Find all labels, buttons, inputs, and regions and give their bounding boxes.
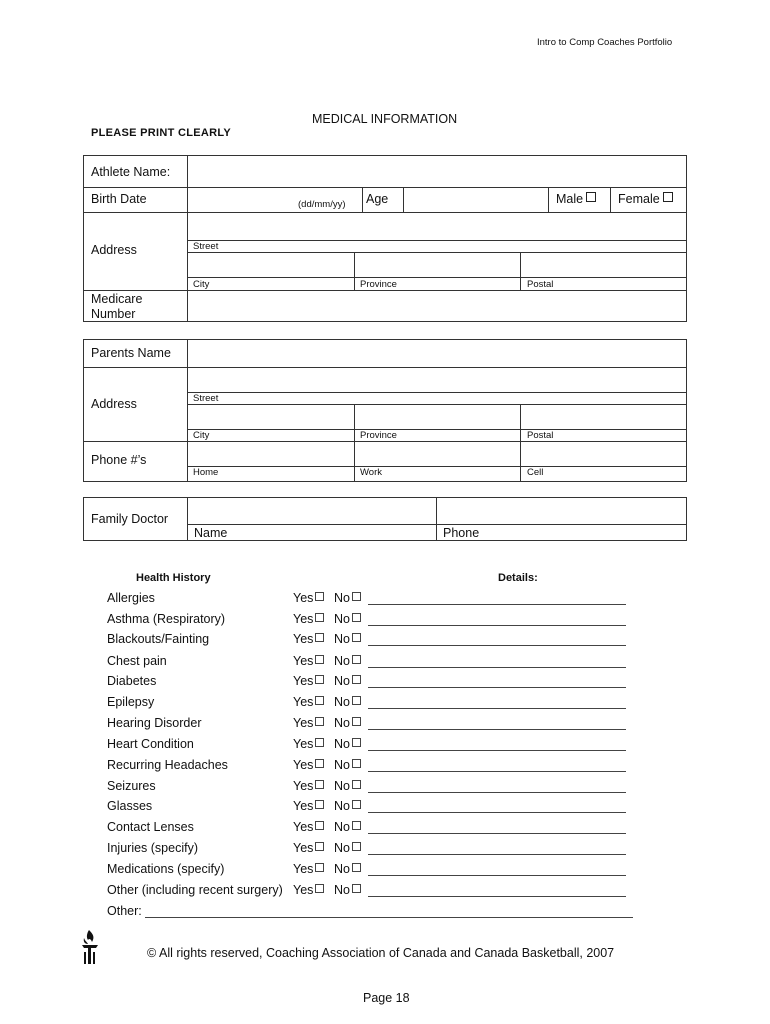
- yes-option[interactable]: [293, 841, 324, 855]
- doctor-name-label: Name: [194, 526, 228, 540]
- yes-checkbox[interactable]: [315, 633, 324, 642]
- yes-option[interactable]: [293, 737, 324, 751]
- no-option[interactable]: [334, 612, 361, 626]
- no-label: No: [334, 820, 350, 834]
- yes-checkbox[interactable]: [315, 842, 324, 851]
- details-line-field[interactable]: [368, 812, 626, 813]
- yes-option[interactable]: [293, 632, 324, 646]
- yes-label: Yes: [293, 841, 314, 855]
- street-field[interactable]: [188, 213, 686, 240]
- health-item-label: Injuries (specify): [107, 841, 198, 855]
- yes-option[interactable]: [293, 612, 324, 626]
- details-line-field[interactable]: [368, 854, 626, 855]
- no-checkbox[interactable]: [352, 821, 361, 830]
- yes-checkbox[interactable]: [315, 592, 324, 601]
- divider: [187, 466, 687, 467]
- family-doctor-label: Family Doctor: [91, 512, 169, 526]
- divider: [83, 187, 687, 188]
- no-option[interactable]: [334, 737, 361, 751]
- no-option[interactable]: [334, 862, 361, 876]
- parents-street-field[interactable]: [188, 368, 686, 392]
- no-option[interactable]: [334, 799, 361, 813]
- no-label: No: [334, 883, 350, 897]
- no-checkbox[interactable]: [352, 633, 361, 642]
- no-label: No: [334, 654, 350, 668]
- health-item-label: Chest pain: [107, 654, 167, 668]
- yes-label: Yes: [293, 820, 314, 834]
- divider: [362, 187, 363, 212]
- no-checkbox[interactable]: [352, 759, 361, 768]
- cell-phone-field[interactable]: [521, 442, 686, 466]
- yes-checkbox[interactable]: [315, 759, 324, 768]
- postal-label: Postal: [527, 430, 554, 441]
- address-label: Address: [91, 243, 137, 257]
- date-format-hint: (dd/mm/yy): [298, 199, 346, 210]
- yes-checkbox[interactable]: [315, 821, 324, 830]
- health-item-label: Hearing Disorder: [107, 716, 202, 730]
- province-label: Province: [360, 430, 397, 441]
- no-option[interactable]: [334, 591, 361, 605]
- divider: [610, 187, 611, 212]
- medicare-field[interactable]: [188, 291, 686, 321]
- torch-logo-icon: [79, 928, 101, 968]
- details-line-field[interactable]: [368, 771, 626, 772]
- no-option[interactable]: [334, 674, 361, 688]
- details-line-field[interactable]: [368, 729, 626, 730]
- athlete-name-field[interactable]: [188, 156, 686, 187]
- street-label: Street: [193, 241, 219, 252]
- no-checkbox[interactable]: [352, 884, 361, 893]
- health-item-label: Other (including recent surgery): [107, 883, 283, 897]
- female-option[interactable]: [618, 192, 673, 206]
- details-line-field[interactable]: [368, 708, 626, 709]
- parents-name-label: Parents Name: [91, 346, 171, 360]
- yes-option[interactable]: [293, 716, 324, 730]
- yes-checkbox[interactable]: [315, 884, 324, 893]
- health-item-row: [0, 758, 770, 778]
- health-item-label: Contact Lenses: [107, 820, 194, 834]
- health-item-row: [0, 862, 770, 882]
- female-checkbox[interactable]: [663, 192, 673, 202]
- yes-option[interactable]: [293, 799, 324, 813]
- health-item-label: Asthma (Respiratory): [107, 612, 226, 626]
- province-field[interactable]: [355, 253, 520, 277]
- no-label: No: [334, 841, 350, 855]
- no-label: No: [334, 716, 350, 730]
- no-checkbox[interactable]: [352, 738, 361, 747]
- province-label: Province: [360, 279, 397, 290]
- health-item-row: [0, 820, 770, 840]
- athlete-name-label: Athlete Name:: [91, 165, 171, 179]
- parents-province-field[interactable]: [355, 405, 520, 429]
- other-details-field[interactable]: [145, 903, 633, 918]
- details-line-field[interactable]: [368, 750, 626, 751]
- health-item-row: [0, 654, 770, 674]
- no-checkbox[interactable]: [352, 592, 361, 601]
- yes-option[interactable]: [293, 695, 324, 709]
- no-checkbox[interactable]: [352, 863, 361, 872]
- male-checkbox[interactable]: [586, 192, 596, 202]
- health-item-row: [0, 716, 770, 736]
- yes-label: Yes: [293, 591, 314, 605]
- no-checkbox[interactable]: [352, 696, 361, 705]
- health-item-row: [0, 779, 770, 799]
- yes-option[interactable]: [293, 674, 324, 688]
- no-option[interactable]: [334, 820, 361, 834]
- doctor-phone-field[interactable]: [437, 498, 686, 524]
- health-item-label: Glasses: [107, 799, 153, 813]
- details-line-field[interactable]: [368, 875, 626, 876]
- yes-checkbox[interactable]: [315, 613, 324, 622]
- health-item-label: Seizures: [107, 779, 156, 793]
- details-heading: Details:: [498, 572, 538, 584]
- yes-label: Yes: [293, 695, 314, 709]
- male-label: Male: [556, 192, 584, 206]
- no-label: No: [334, 799, 350, 813]
- details-line-field[interactable]: [368, 625, 626, 626]
- no-option[interactable]: [334, 716, 361, 730]
- no-option[interactable]: [334, 632, 361, 646]
- page-title: MEDICAL INFORMATION: [312, 112, 458, 126]
- divider: [187, 524, 687, 525]
- no-option[interactable]: [334, 695, 361, 709]
- health-history-heading: Health History: [136, 572, 211, 584]
- no-checkbox[interactable]: [352, 842, 361, 851]
- yes-label: Yes: [293, 654, 314, 668]
- no-label: No: [334, 674, 350, 688]
- portfolio-header: Intro to Comp Coaches Portfolio: [537, 37, 673, 48]
- yes-label: Yes: [293, 612, 314, 626]
- health-item-row: [0, 799, 770, 819]
- details-line-field[interactable]: [368, 833, 626, 834]
- health-item-label: Epilepsy: [107, 695, 155, 709]
- phone-label: Phone #’s: [91, 453, 147, 467]
- yes-label: Yes: [293, 883, 314, 897]
- health-item-label: Recurring Headaches: [107, 758, 228, 772]
- parents-postal-field[interactable]: [521, 405, 686, 429]
- copyright-notice: © All rights reserved, Coaching Association of Canada and Canada Basketball, 2007: [147, 946, 615, 960]
- city-label: City: [193, 279, 210, 290]
- divider: [187, 392, 687, 393]
- details-line-field[interactable]: [368, 667, 626, 668]
- yes-option[interactable]: [293, 862, 324, 876]
- no-checkbox[interactable]: [352, 613, 361, 622]
- yes-label: Yes: [293, 758, 314, 772]
- no-label: No: [334, 591, 350, 605]
- health-item-label: Diabetes: [107, 674, 157, 688]
- details-line-field[interactable]: [368, 604, 626, 605]
- parents-name-field[interactable]: [188, 340, 686, 367]
- doctor-phone-label: Phone: [443, 526, 480, 540]
- home-phone-field[interactable]: [188, 442, 354, 466]
- health-item-label: Medications (specify): [107, 862, 225, 876]
- health-item-label: Blackouts/Fainting: [107, 632, 210, 646]
- yes-option[interactable]: [293, 779, 324, 793]
- age-label: Age: [366, 192, 389, 206]
- yes-checkbox[interactable]: [315, 780, 324, 789]
- no-option[interactable]: [334, 779, 361, 793]
- yes-label: Yes: [293, 674, 314, 688]
- street-label: Street: [193, 393, 219, 404]
- male-option[interactable]: [556, 192, 596, 206]
- details-line-field[interactable]: [368, 792, 626, 793]
- health-item-label: Heart Condition: [107, 737, 194, 751]
- no-checkbox[interactable]: [352, 800, 361, 809]
- health-item-row: [0, 612, 770, 632]
- page-number: Page 18: [363, 991, 410, 1005]
- yes-label: Yes: [293, 799, 314, 813]
- yes-label: Yes: [293, 716, 314, 730]
- yes-checkbox[interactable]: [315, 800, 324, 809]
- health-item-row: [0, 883, 770, 903]
- no-label: No: [334, 779, 350, 793]
- no-label: No: [334, 758, 350, 772]
- other-label: Other:: [107, 904, 142, 918]
- health-item-row: [0, 841, 770, 861]
- birth-date-label: Birth Date: [91, 192, 147, 206]
- city-label: City: [193, 430, 210, 441]
- no-label: No: [334, 695, 350, 709]
- yes-checkbox[interactable]: [315, 675, 324, 684]
- yes-option[interactable]: [293, 820, 324, 834]
- no-checkbox[interactable]: [352, 717, 361, 726]
- no-label: No: [334, 632, 350, 646]
- no-label: No: [334, 862, 350, 876]
- yes-option[interactable]: [293, 654, 324, 668]
- postal-label: Postal: [527, 279, 554, 290]
- city-field[interactable]: [188, 253, 354, 277]
- yes-option[interactable]: [293, 758, 324, 772]
- home-label: Home: [193, 467, 219, 478]
- yes-label: Yes: [293, 779, 314, 793]
- yes-label: Yes: [293, 632, 314, 646]
- health-item-row: [0, 737, 770, 757]
- yes-label: Yes: [293, 862, 314, 876]
- no-option[interactable]: [334, 758, 361, 772]
- female-label: Female: [618, 192, 660, 206]
- health-item-row: [0, 695, 770, 715]
- yes-checkbox[interactable]: [315, 696, 324, 705]
- work-phone-field[interactable]: [355, 442, 520, 466]
- no-option[interactable]: [334, 883, 361, 897]
- yes-checkbox[interactable]: [315, 655, 324, 664]
- print-instruction: PLEASE PRINT CLEARLY: [91, 127, 232, 139]
- yes-option[interactable]: [293, 883, 324, 897]
- medicare-label: Medicare: [91, 292, 143, 306]
- parents-city-field[interactable]: [188, 405, 354, 429]
- postal-field[interactable]: [521, 253, 686, 277]
- yes-option[interactable]: [293, 591, 324, 605]
- medicare-label: Number: [91, 307, 136, 321]
- no-option[interactable]: [334, 841, 361, 855]
- details-line-field[interactable]: [368, 645, 626, 646]
- age-field[interactable]: [404, 188, 548, 212]
- divider: [187, 240, 687, 241]
- parents-address-label: Address: [91, 397, 137, 411]
- health-item-row: [0, 591, 770, 611]
- details-line-field[interactable]: [368, 687, 626, 688]
- health-item-row: [0, 674, 770, 694]
- yes-checkbox[interactable]: [315, 738, 324, 747]
- no-option[interactable]: [334, 654, 361, 668]
- health-item-row: [0, 632, 770, 652]
- details-line-field[interactable]: [368, 896, 626, 897]
- divider: [548, 187, 549, 212]
- no-label: No: [334, 737, 350, 751]
- work-label: Work: [360, 467, 382, 478]
- cell-label: Cell: [527, 467, 544, 478]
- no-checkbox[interactable]: [352, 780, 361, 789]
- no-checkbox[interactable]: [352, 655, 361, 664]
- yes-checkbox[interactable]: [315, 717, 324, 726]
- doctor-name-field[interactable]: [188, 498, 436, 524]
- divider: [187, 277, 687, 278]
- yes-label: Yes: [293, 737, 314, 751]
- no-label: No: [334, 612, 350, 626]
- yes-checkbox[interactable]: [315, 863, 324, 872]
- no-checkbox[interactable]: [352, 675, 361, 684]
- divider: [187, 429, 687, 430]
- health-item-label: Allergies: [107, 591, 155, 605]
